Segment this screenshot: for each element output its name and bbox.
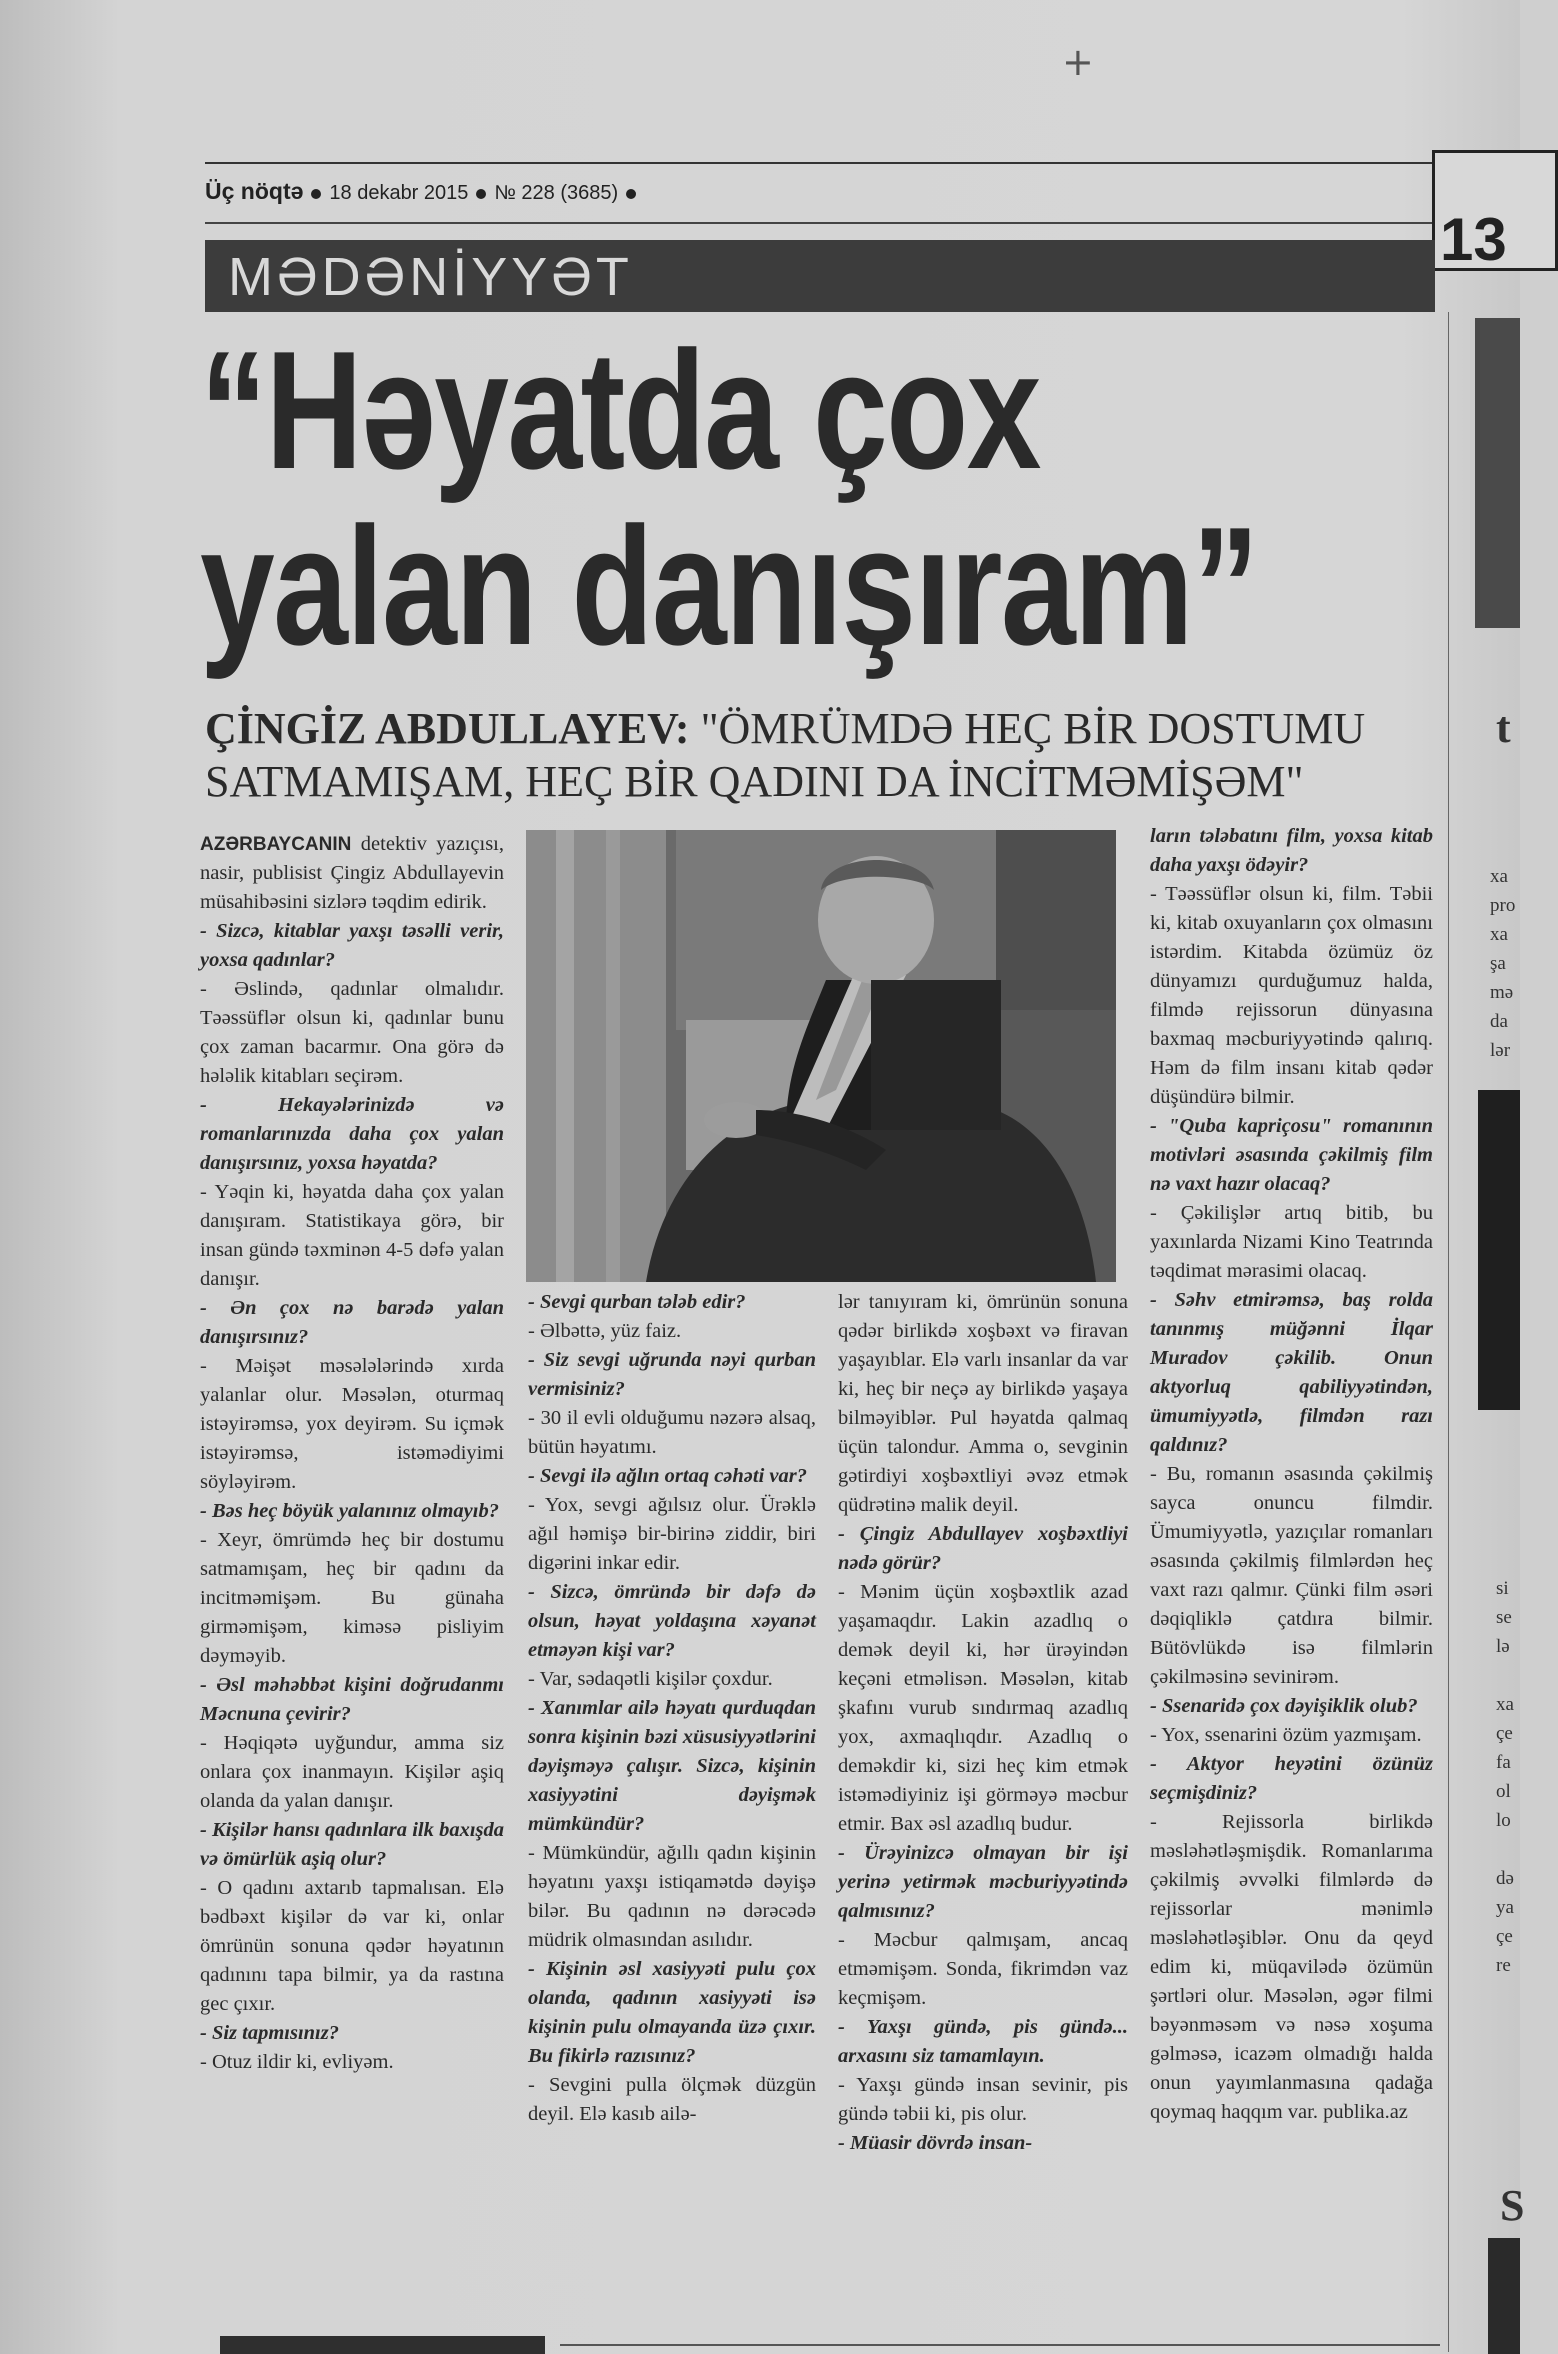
column-divider [1448, 312, 1449, 2352]
adjacent-text-line: fa [1496, 1752, 1511, 1773]
interview-question: - Ürəyinizcə olmayan bir işi yerinə yetirmək məcburiyyətində qalmısınız? [838, 1842, 1128, 1922]
interview-answer: lər tanıyıram ki, ömrünün sonuna qədər birlikdə xoşbəxt və firavan yaşayıblar. Elə varlı insanlar da var ki, heç bir neçə ay birlikdə yaşaya bilməyiblər. Pul həyatda qalmaq üçün talondur. Amma o, sevginin gətirdiyi xoşbəxtliyi əvəz etmək qüdrətinə malik deyil. [838, 1291, 1128, 1516]
adjacent-text-line: re [1496, 1955, 1511, 1976]
article-column-1 [200, 830, 504, 2077]
adjacent-text-line: lər [1490, 1040, 1511, 1061]
adjacent-text-line: ya [1496, 1897, 1514, 1918]
interview-answer: - Çəkilişlər artıq bitib, bu yaxınlarda Nizami Kino Teatrında təqdimat mərasimi olacaq. [1150, 1202, 1433, 1282]
interview-answer: - Rejissorla birlikdə məsləhətləşmişdik. Romanlarıma çəkilmiş əvvəlki filmlərdə də rejissorlar mənimlə məsləhətləşiblər. Onu da qeyd edim ki, müqavilədə özümün şərtləri olur. Məsələn, əgər filmi bəyənməsəm və nəsə xoşuma gəlməsə, icazəm olmadığı halda onun yayımlanmasına qadağa qoymaq haqqım var. publika.az [1150, 1811, 1433, 2123]
interview-answer: - Yəqin ki, həyatda daha çox yalan danışıram. Statistikaya görə, bir insan gündə təxminən 4-5 dəfə yalan danışır. [200, 1181, 504, 1290]
interview-answer: - Həqiqətə uyğundur, amma siz onlara çox inanmayın. Kişilər aşiq olanda da yalan danışır. [200, 1732, 504, 1812]
adjacent-photo-2 [1478, 1090, 1520, 1410]
interview-answer: - Əlbəttə, yüz faiz. [528, 1320, 682, 1342]
adjacent-text-line: çe [1496, 1926, 1513, 1947]
adjacent-text-line: pro [1490, 895, 1516, 916]
interview-question: - "Quba kapriçosu" romanının motivləri əsasında çəkilmiş film nə vaxt hazır olacaq? [1150, 1115, 1433, 1195]
article-column-3 [838, 1288, 1128, 2158]
interview-answer: - Məişət məsələlərində xırda yalanlar olur. Məsələn, oturmaq istəyirəmsə, yox deyirəm. Su içmək istəyirəmsə, istəmədiyimi söyləyirəm. [200, 1355, 504, 1493]
interview-question: - Səhv etmirəmsə, baş rolda tanınmış müğənni İlqar Muradov çəkilib. Onun aktyorluq qabiliyyətindən, ümumiyyətlə, filmdən razı qaldınız? [1150, 1289, 1433, 1456]
interview-answer: - Mənim üçün xoşbəxtlik azad yaşamaqdır. Lakin azadlıq o demək deyil ki, hər ürəyindən keçəni etməlisən. Məsələn, kitab şkafını vurub sındırmaq azadlıq yox, axmaqlıqdır. Azadlıq o deməkdir ki, sizi heç kim etmək istəmədiyiniz işi görməyə məcbur etmir. Bax əsl azadlıq budur. [838, 1581, 1128, 1835]
adjacent-text-line: se [1496, 1607, 1512, 1628]
interview-answer: - Yox, ssenarini özüm yazmışam. [1150, 1724, 1422, 1746]
interview-question: - Hekayələrinizdə və romanlarınızda daha çox yalan danışırsınız, yoxsa həyatda? [200, 1094, 504, 1174]
bullet-icon [476, 189, 486, 199]
interview-question: ların tələbatını film, yoxsa kitab daha yaxşı ödəyir? [1150, 825, 1433, 876]
portrait-photo-icon [526, 830, 1116, 1282]
lead-paragraph: AZƏRBAYCANIN detektiv yazıçısı, nasir, publisist Çingiz Abdullayevin müsahibəsini sizlərə təqdim edirik. [200, 833, 504, 913]
interview-answer: - Yox, sevgi ağılsız olur. Ürəklə ağıl həmişə bir-birinə ziddir, biri digərini inkar edir. [528, 1494, 816, 1574]
interview-question: - Müasir dövrdə insan- [838, 2132, 1033, 2154]
footer-rule [560, 2344, 1440, 2346]
interview-question: - Sizcə, kitablar yaxşı təsəlli verir, yoxsa qadınlar? [200, 920, 504, 971]
adjacent-text-line: çe [1496, 1723, 1513, 1744]
registration-mark-icon: + [1062, 40, 1094, 84]
page-number: 13 [1440, 206, 1507, 273]
column-2-body [528, 1288, 816, 2129]
interview-answer: - Var, sədaqətli kişilər çoxdur. [528, 1668, 773, 1690]
interview-question: - Yaxşı gündə, pis gündə... arxasını siz tamamlayın. [838, 2016, 1128, 2067]
interview-answer: - Xeyr, ömrümdə heç bir dostumu satmamışam, heç bir qadını da incitməmişəm. Bu günaha girməmişəm, kiməsə pisliyim dəyməyib. [200, 1529, 504, 1667]
article-column-4 [1150, 822, 1433, 2127]
interview-answer: - Otuz ildir ki, evliyəm. [200, 2051, 394, 2073]
issue-number: № 228 (3685) [494, 182, 619, 204]
interview-question: - Kişinin əsl xasiyyəti pulu çox olanda, qadının xasiyyəti isə kişinin pulu olmayanda üzə çıxır. Bu fikirlə razısınız? [528, 1958, 816, 2067]
subhead-quote: "ÖMRÜMDƏ HEÇ BİR DOSTUMU SATMAMIŞAM, HEÇ BİR QADINI DA İNCİTMƏMİŞƏM" [205, 704, 1366, 806]
interview-question: - Sevgi ilə ağlın ortaq cəhəti var? [528, 1465, 807, 1487]
interview-question: - Sevgi qurban tələb edir? [528, 1291, 746, 1313]
headline-line-2: yalan danışıram” [200, 492, 1258, 680]
interview-question: - Ən çox nə barədə yalan danışırsınız? [200, 1297, 504, 1348]
headline-line-1: “Həyatda çox [200, 316, 1040, 504]
adjacent-photo-3 [1488, 2238, 1520, 2354]
interview-answer: - Məcbur qalmışam, ancaq etməmişəm. Sonda, fikrimdən vaz keçmişəm. [838, 1929, 1128, 2009]
interview-question: - Çingiz Abdullayev xoşbəxtliyi nədə görür? [838, 1523, 1128, 1574]
interview-answer: - Bu, romanın əsasında çəkilmiş sayca onuncu filmdir. Ümumiyyətlə, yazıçılar romanları əsasında çəkilmiş filmlərdən heç vaxt razı qalmır. Çünki film əsəri dəqiqliklə çatdıra bilmir. Bütövlükdə isə filmlərin çəkilməsinə sevinirəm. [1150, 1463, 1433, 1688]
adjacent-text-line: xa [1496, 1694, 1514, 1715]
bullet-icon [626, 189, 636, 199]
adjacent-text-line: mə [1490, 982, 1514, 1003]
interview-question: - Əsl məhəbbət kişini doğrudanmı Məcnuna çevirir? [200, 1674, 504, 1725]
footer-bar [220, 2336, 545, 2354]
subhead-name: ÇİNGİZ ABDULLAYEV: [205, 704, 690, 753]
adjacent-text-line: da [1490, 1011, 1508, 1032]
headline [200, 316, 1258, 680]
column-3-body [838, 1288, 1128, 2158]
interview-answer: - Təəssüflər olsun ki, film. Təbii ki, kitab oxuyanların çox olmasını istərdim. Kitabda özümüz öz dünyamızı qurduğumuz halda, filmdə rejissorun dünyasına baxmaq məcburiyyətində qalırıq. Həm də film insanı kitab qədər düşündürə bilmir. [1150, 883, 1433, 1108]
interview-question: - Xanımlar ailə həyatı qurduqdan sonra kişinin bəzi xüsusiyyətlərini dəyişməyə çalışır. Sizcə, kişinin xasiyyətini dəyişmək mümkündür? [528, 1697, 816, 1835]
section-label: MƏDƏNİYYƏT [228, 247, 633, 307]
adjacent-text-line: lə [1496, 1636, 1510, 1657]
interview-question: - Sizcə, ömründə bir dəfə də olsun, həyat yoldaşına xəyanət etməyən kişi var? [528, 1581, 816, 1661]
issue-date: 18 dekabr 2015 [329, 182, 469, 204]
interview-question: - Siz sevgi uğrunda nəyi qurban vermisiniz? [528, 1349, 816, 1400]
interview-answer: - Əslində, qadınlar olmalıdır. Təəssüflər olsun ki, qadınlar bunu çox zaman bacarmır. Ona görə də hələlik kitabları seçirəm. [200, 978, 504, 1087]
adjacent-text-line: lo [1496, 1810, 1511, 1831]
interview-answer: - Sevgini pulla ölçmək düzgün deyil. Elə kasıb ailə- [528, 2074, 816, 2125]
adjacent-article-photo [1475, 318, 1520, 628]
bullet-icon [311, 189, 321, 199]
paper-name: Üç nöqtə [205, 178, 304, 204]
interview-answer: - O qadını axtarıb tapmalısan. Elə bədbəxt kişilər də var ki, onlar ömrünün sonuna qədər həyatının qadınını tapa bilmir, ya da rastına gec çıxır. [200, 1877, 504, 2015]
adjacent-text-line: xa [1490, 924, 1508, 945]
adjacent-text-line: şa [1490, 953, 1506, 974]
adjacent-text-line: də [1496, 1868, 1514, 1889]
adjacent-text-line: xa [1490, 866, 1508, 887]
interview-answer: - 30 il evli olduğumu nəzərə alsaq, bütün həyatımı. [528, 1407, 816, 1458]
adjacent-headline-fragment: t [1496, 703, 1511, 752]
portrait-photo [526, 830, 1116, 1282]
header-top-rule [205, 162, 1435, 164]
running-header [205, 178, 644, 205]
header-bottom-rule [205, 222, 1435, 224]
interview-question: - Kişilər hansı qadınlara ilk baxışda və ömürlük aşiq olur? [200, 1819, 504, 1870]
interview-answer: - Yaxşı gündə insan sevinir, pis gündə təbii ki, pis olur. [838, 2074, 1128, 2125]
adjacent-heading-fragment: S [1500, 2181, 1525, 2230]
interview-question: - Ssenaridə çox dəyişiklik olub? [1150, 1695, 1418, 1717]
interview-question: - Bəs heç böyük yalanınız olmayıb? [200, 1500, 499, 1522]
adjacent-text-line: si [1496, 1578, 1509, 1599]
interview-question: - Aktyor heyətini özünüz seçmişdiniz? [1150, 1753, 1433, 1804]
article-column-2 [528, 1288, 816, 2129]
subheadline [205, 702, 1455, 808]
adjacent-text-line: ol [1496, 1781, 1511, 1802]
column-1-body [200, 917, 504, 2077]
column-4-body [1150, 822, 1433, 2127]
interview-answer: - Mümkündür, ağıllı qadın kişinin həyatını yaxşı istiqamətdə dəyişə bilər. Bu qadının nə dərəcədə müdrik olmasından asılıdır. [528, 1842, 816, 1951]
interview-question: - Siz tapmısınız? [200, 2022, 339, 2044]
